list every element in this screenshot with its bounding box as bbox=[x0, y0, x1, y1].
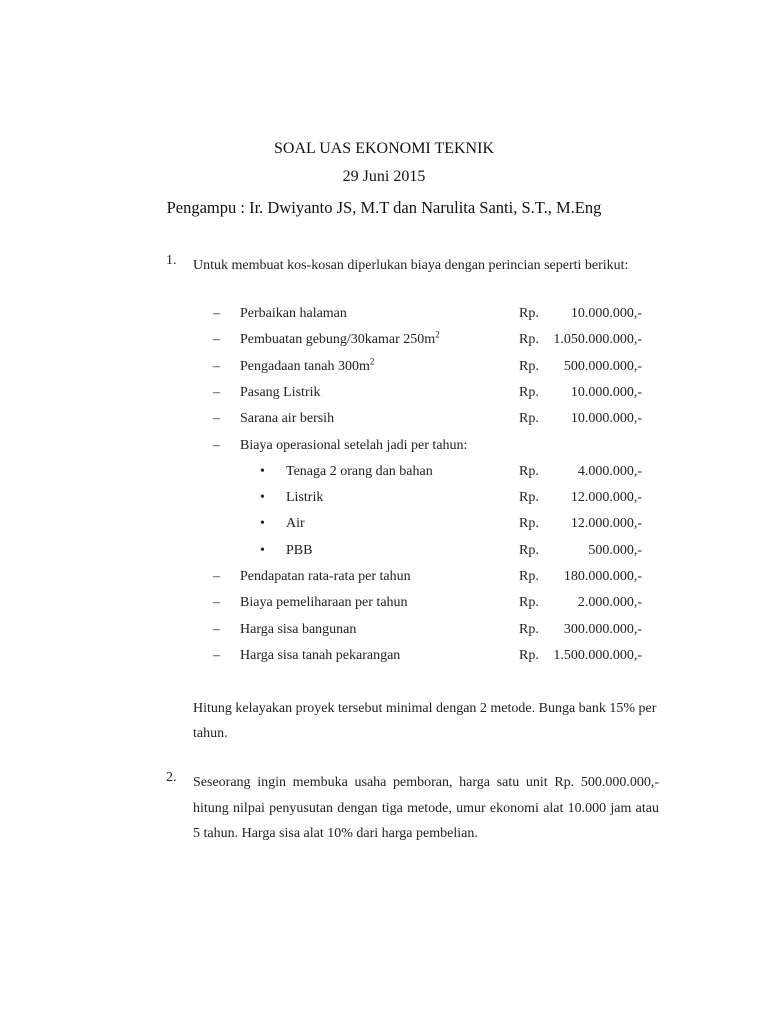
exam-date: 29 Juni 2015 bbox=[342, 168, 426, 185]
question-1-intro: Untuk membuat kos-kosan diperlukan biaya dengan perincian seperti berikut: bbox=[193, 258, 629, 273]
item-amount: 2.000.000,- bbox=[577, 595, 642, 611]
superscript-exponent: 2 bbox=[369, 355, 375, 366]
item-row bbox=[0, 438, 768, 464]
item-label: Pengadaan tanah $300m^2$ bbox=[240, 355, 375, 374]
dash-marker: – bbox=[213, 384, 220, 400]
item-amount: 12.000.000,- bbox=[570, 490, 642, 506]
sub-item-row bbox=[0, 543, 768, 569]
item-label: Pembuatan gebung/30kamar $250m^2$ bbox=[240, 329, 440, 348]
item-row bbox=[0, 385, 768, 411]
item-amount: 500.000.000,- bbox=[563, 358, 642, 374]
item-amount: 500.000,- bbox=[588, 542, 642, 558]
item-amount: 1.050.000.000,- bbox=[553, 332, 642, 348]
currency-label: Rp. bbox=[519, 647, 539, 663]
dash-marker: – bbox=[213, 595, 220, 611]
item-label: PBB bbox=[286, 542, 313, 558]
dash-marker: – bbox=[213, 358, 220, 374]
currency-label: Rp. bbox=[519, 595, 539, 611]
currency-label: Rp. bbox=[519, 384, 539, 400]
currency-label: Rp. bbox=[519, 621, 539, 637]
item-row bbox=[0, 622, 768, 648]
item-label: Tenaga 2 orang dan bahan bbox=[286, 463, 433, 479]
currency-label: Rp. bbox=[519, 332, 539, 348]
item-label: Harga sisa bangunan bbox=[240, 621, 357, 637]
item-row bbox=[0, 595, 768, 621]
currency-label: Rp. bbox=[519, 569, 539, 584]
item-label: Sarana air bersih bbox=[240, 411, 335, 427]
question-1-task: Hitung kelayakan proyek tersebut minimal dengan 2 metode. Bunga bank 15% per tahun. bbox=[193, 701, 657, 741]
bullet-marker: • bbox=[260, 542, 265, 558]
item-label: Listrik bbox=[286, 490, 324, 506]
bullet-marker: • bbox=[260, 463, 265, 479]
item-amount: 10.000.000,- bbox=[570, 411, 642, 427]
sub-item-row bbox=[0, 464, 768, 490]
item-row bbox=[0, 306, 768, 332]
currency-label: Rp. bbox=[519, 516, 539, 532]
question-1-number: 1. bbox=[166, 253, 177, 268]
bullet-marker: • bbox=[260, 516, 265, 532]
item-label: Pendapatan rata-rata per tahun bbox=[240, 569, 411, 584]
superscript-exponent: 2 bbox=[435, 329, 440, 340]
item-amount: 12.000.000,- bbox=[570, 516, 642, 532]
item-label: Harga sisa tanah pekarangan bbox=[240, 647, 401, 663]
currency-label: Rp. bbox=[519, 306, 539, 321]
dash-marker: – bbox=[213, 411, 220, 427]
bullet-marker: • bbox=[260, 490, 265, 506]
exam-title: SOAL UAS EKONOMI TEKNIK bbox=[274, 140, 494, 157]
item-amount: 180.000.000,- bbox=[563, 569, 642, 584]
dash-marker: – bbox=[213, 306, 220, 321]
sub-item-row bbox=[0, 516, 768, 542]
dash-marker: – bbox=[213, 437, 220, 453]
dash-marker: – bbox=[213, 569, 220, 584]
item-label: Pasang Listrik bbox=[240, 384, 321, 400]
item-amount: 4.000.000,- bbox=[577, 463, 642, 479]
item-row bbox=[0, 411, 768, 437]
currency-label: Rp. bbox=[519, 411, 539, 427]
dash-marker: – bbox=[213, 647, 220, 663]
item-amount: 300.000.000,- bbox=[563, 621, 642, 637]
lecturer-line: Pengampu : Ir. Dwiyanto JS, M.T dan Narulita Santi, S.T., M.Eng bbox=[166, 198, 602, 217]
currency-label: Rp. bbox=[519, 490, 539, 506]
item-label: Air bbox=[286, 516, 305, 532]
item-amount: 1.500.000.000,- bbox=[553, 647, 642, 663]
currency-label: Rp. bbox=[519, 542, 539, 558]
item-row bbox=[0, 329, 768, 358]
item-row bbox=[0, 355, 768, 385]
question-2-number: 2. bbox=[166, 770, 177, 785]
sub-item-row bbox=[0, 490, 768, 516]
item-amount: 10.000.000,- bbox=[570, 306, 642, 321]
item-row bbox=[0, 648, 768, 674]
item-label: Biaya pemeliharaan per tahun bbox=[240, 595, 408, 611]
currency-label: Rp. bbox=[519, 463, 539, 479]
dash-marker: – bbox=[213, 332, 220, 348]
item-amount: 10.000.000,- bbox=[570, 384, 642, 400]
dash-marker: – bbox=[213, 621, 220, 637]
item-label: Perbaikan halaman bbox=[240, 306, 347, 321]
currency-label: Rp. bbox=[519, 358, 539, 374]
item-row bbox=[0, 569, 768, 595]
question-2-text: Seseorang ingin membuka usaha pemboran, harga satu unit Rp. 500.000.000,- hitung nilpai penyusutan dengan tiga metode, umur ekonomi alat 10.000 jam atau 5 tahun. Harga sisa alat 10% dari harga pembelian. bbox=[193, 775, 659, 841]
item-label: Biaya operasional setelah jadi per tahun: bbox=[240, 437, 468, 453]
